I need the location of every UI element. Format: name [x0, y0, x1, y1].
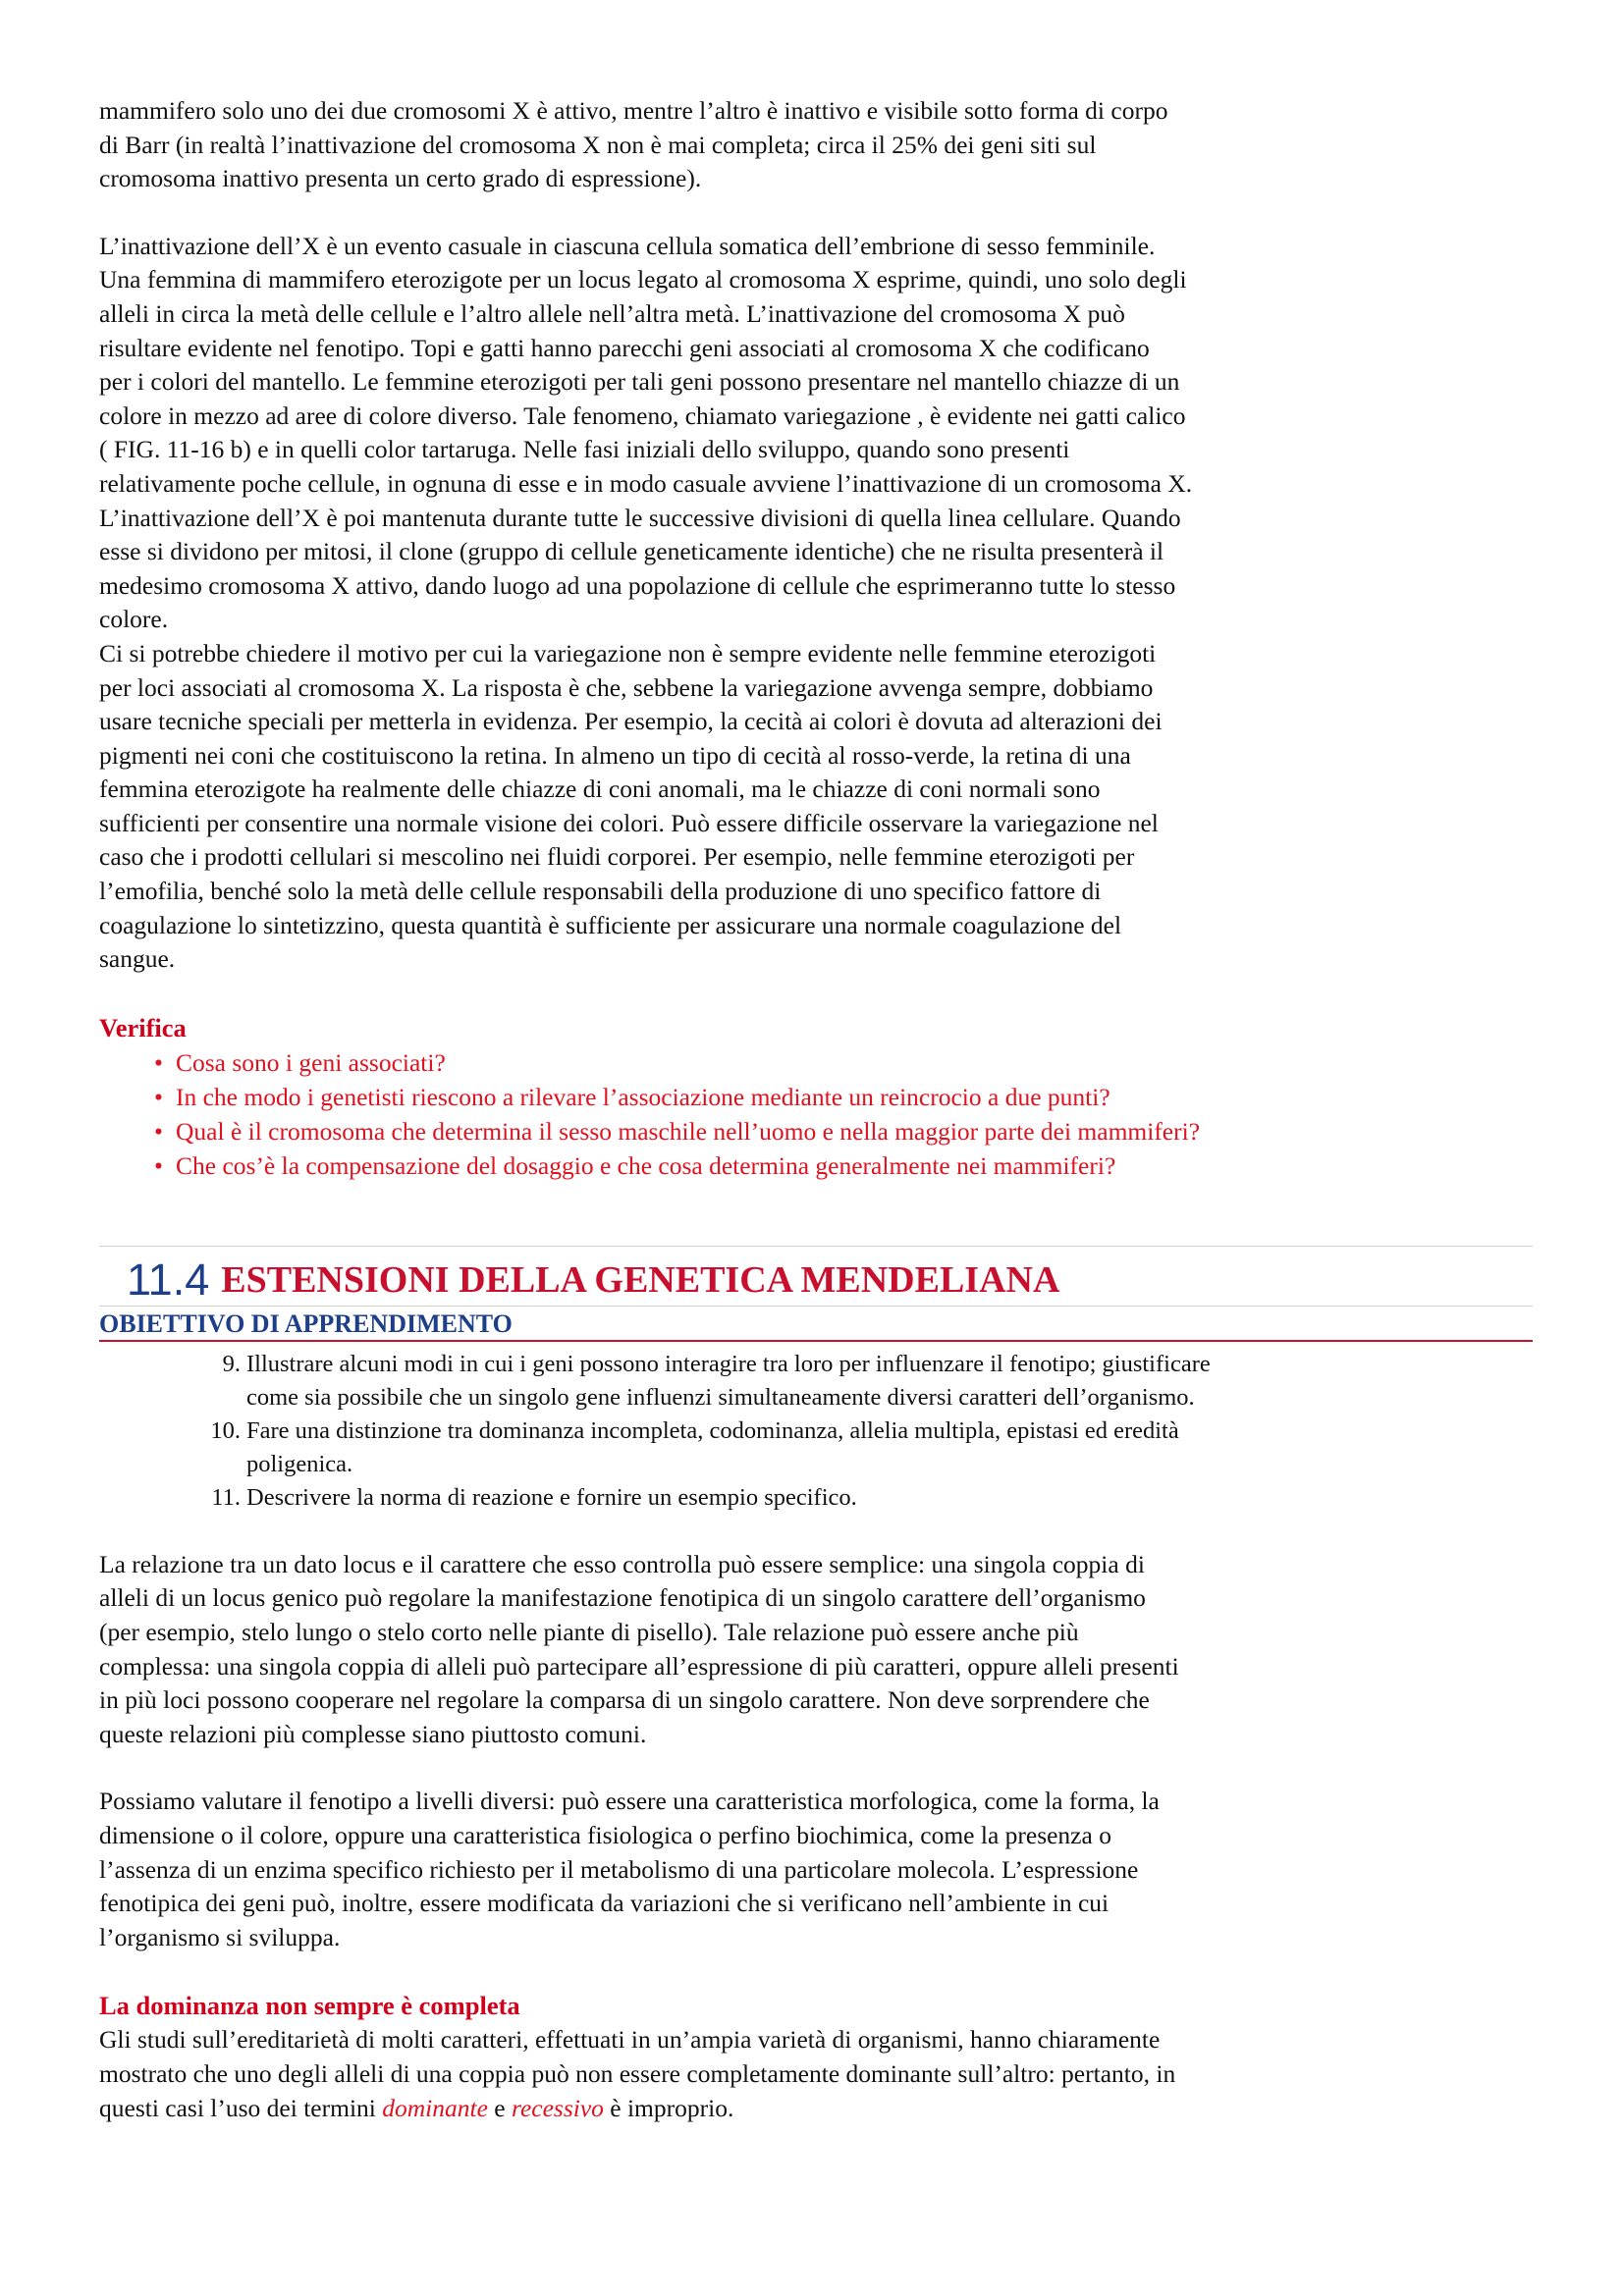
paragraph-phenotype-levels: Possiamo valutare il fenotipo a livelli diversi: può essere una caratteristica morfologica, come la forma, la dimensione o il colore, oppure una caratteristica fisiologica o perfino biochimica, come la presenza o l’assenza di un enzima specifico richiesto per il metabolismo di una particolare molecola. L’espressione fenotipica dei geni può, inoltre, essere modificata da variazioni che si verificano nell’ambiente in cui l’organismo si sviluppa. [99, 1787, 1160, 1951]
dominanza-conjunction: e [487, 2093, 512, 2122]
verifica-question: • In che modo i genetisti riescono a rilevare l’associazione mediante un reincrocio a due punti? [154, 1080, 1533, 1114]
dominanza-text-before: Gli studi sull’ereditarietà di molti caratteri, effettuati in un’ampia varietà di organismi, hanno chiaramente mostrato che uno degli alleli di una coppia può non essere completamente dominante sull’altro: pertanto, in questi casi l’uso dei termini [99, 2025, 1176, 2122]
verifica-question: • Qual è il cromosoma che determina il sesso maschile nell’uomo e nella maggior parte dei mammiferi? [154, 1114, 1533, 1148]
dominanza-text-after: è improprio. [603, 2093, 734, 2122]
objective-text: Illustrare alcuni modi in cui i geni possono interagire tra loro per influenzare il fenotipo; giustificare come sia possibile che un singolo gene influenzi simultaneamente diversi caratteri dell’organismo. [246, 1350, 1211, 1411]
term-dominante: dominante [382, 2093, 488, 2122]
paragraph-barr-body: mammifero solo uno dei due cromosomi X è attivo, mentre l’altro è inattivo e visibile sotto forma di corpo di Barr (in realtà l’inattivazione del cromosoma X non è mai completa; circa il 25% dei geni siti sul cromosoma inattivo presenta un certo grado di espressione). [99, 96, 1168, 193]
objective-item [99, 1481, 1533, 1515]
objective-number: 9. [222, 1350, 241, 1377]
dominanza-heading: La dominanza non sempre è completa [99, 1991, 520, 2021]
objectives-list [99, 1348, 1533, 1515]
paragraph-dominanza [99, 2023, 1533, 2125]
objective-item [99, 1415, 1533, 1481]
paragraph-variegation: Ci si potrebbe chiedere il motivo per cui la variegazione non è sempre evidente nelle femmine eterozigoti per loci associati al cromosoma X. La risposta è che, sebbene la variegazione avvenga sempre, dobbiamo usare tecniche speciali per metterla in evidenza. Per esempio, la cecità ai colori è dovuta ad alterazioni dei pigmenti nei coni che costituiscono la retina. In almeno un tipo di cecità al rosso-verde, la retina di una femmina eterozigote ha realmente delle chiazze di coni anomali, ma le chiazze di coni normali sono sufficienti per consentire una normale visione dei colori. Può essere difficile osservare la variegazione nel caso che i prodotti cellulari si mescolino nei fluidi corporei. Per esempio, nelle femmine eterozigoti per l’emofilia, benché solo la metà delle cellule responsabili della produzione di uno specifico fattore di coagulazione lo sintetizzino, questa quantità è sufficiente per assicurare una normale coagulazione del sangue. [99, 638, 1163, 974]
objective-text: Fare una distinzione tra dominanza incompleta, codominanza, allelia multipla, epistasi ed eredità poligenica. [246, 1416, 1179, 1477]
objectives-heading: OBIETTIVO DI APPRENDIMENTO [99, 1306, 1533, 1342]
verifica-question: • Che cos’è la compensazione del dosaggio e che cosa determina generalmente nei mammiferi? [154, 1148, 1533, 1183]
objective-item [99, 1348, 1533, 1415]
verifica-heading: Verifica [99, 1012, 187, 1042]
objective-number: 11. [211, 1483, 241, 1511]
section-title: ESTENSIONI DELLA GENETICA MENDELIANA [221, 1258, 1060, 1301]
verifica-list [99, 1045, 1533, 1183]
verifica-question: • Cosa sono i geni associati? [154, 1045, 1533, 1080]
objective-text: Descrivere la norma di reazione e fornire un esempio specifico. [246, 1483, 857, 1511]
term-recessivo: recessivo [511, 2093, 604, 2122]
section-heading [127, 1247, 1533, 1306]
document-page [99, 94, 1533, 2125]
section-number: 11.4 [127, 1254, 210, 1305]
objective-number: 10. [210, 1416, 241, 1444]
paragraph-locus-relation: La relazione tra un dato locus e il carattere che esso controlla può essere semplice: una singola coppia di alleli di un locus genico può regolare la manifestazione fenotipica di un singolo carattere dell’organismo (per esempio, stelo lungo o stelo corto nelle piante di pisello). Tale relazione può essere anche più complessa: una singola coppia di alleli può partecipare all’espressione di più caratteri, oppure alleli presenti in più loci possono cooperare nel regolare la comparsa di un singolo carattere. Non deve sorprendere che queste relazioni più complesse siano piuttosto comuni. [99, 1549, 1179, 1748]
paragraph-x-inactivation: L’inattivazione dell’X è un evento casuale in ciascuna cellula somatica dell’embrione di sesso femminile. Una femmina di mammifero eterozigote per un locus legato al cromosoma X esprime, quindi, uno solo degli alleli in circa la metà delle cellule e l’altro allele nell’altra metà. L’inattivazione del cromosoma X può risultare evidente nel fenotipo. Topi e gatti hanno parecchi geni associati al cromosoma X che codificano per i colori del mantello. Le femmine eterozigoti per tali geni possono presentare nel mantello chiazze di un colore in mezzo ad aree di colore diverso. Tale fenomeno, chiamato variegazione , è evidente nei gatti calico ( FIG. 11-16 b) e in quelli color tartaruga. Nelle fasi iniziali dello sviluppo, quando sono presenti relativamente poche cellule, in ognuna di esse e in modo casuale avviene l’inattivazione di un cromosoma X. L’inattivazione dell’X è poi mantenuta durante tutte le successive divisioni di quella linea cellulare. Quando esse si dividono per mitosi, il clone (gruppo di cellule geneticamente identiche) che ne risulta presenterà il medesimo cromosoma X attivo, dando luogo ad una popolazione di cellule che esprimeranno tutte lo stesso colore. [99, 231, 1193, 634]
